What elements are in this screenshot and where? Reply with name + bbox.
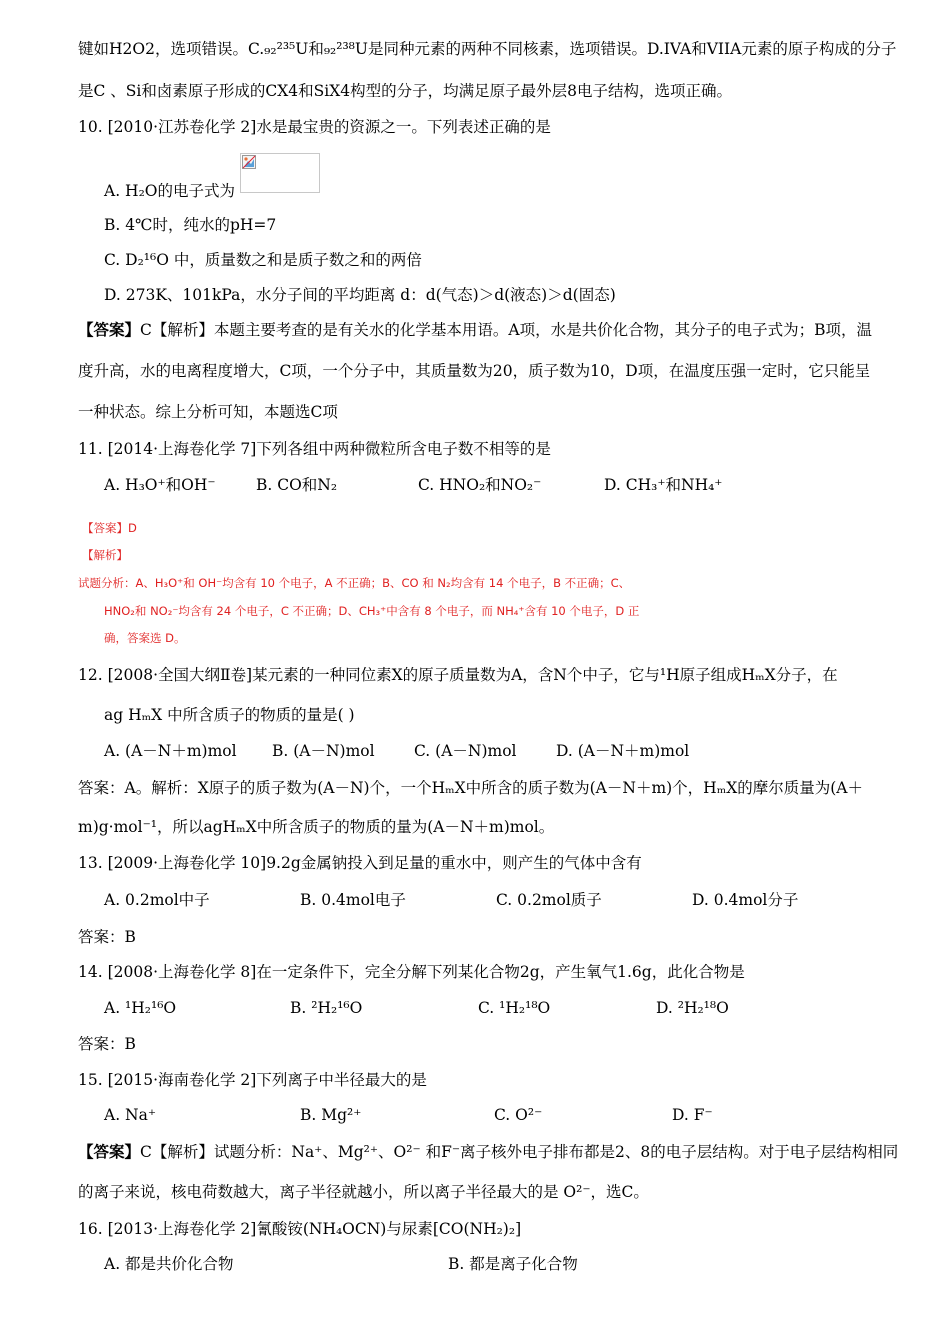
- question-13-option-c: C. 0.2mol质子: [496, 891, 602, 909]
- question-12-stem: 12. [2008·全国大纲Ⅱ卷]某元素的一种同位素X的原子质量数为A，含N个中子，它与¹H原子组成HₘX分子，在: [78, 666, 838, 684]
- question-16-stem: 16. [2013·上海卷化学 2]氰酸铵(NH₄OCN)与尿素[CO(NH₂)₂]: [78, 1220, 522, 1238]
- answer-text: C【解析】试题分析：Na⁺、Mg²⁺、O²⁻ 和F⁻离子核外电子排布都是2、8的电子层结构。对于电子层结构相同: [140, 1143, 899, 1161]
- question-12-option-c: C. (A－N)mol: [414, 742, 517, 760]
- question-15-option-b: B. Mg²⁺: [300, 1106, 362, 1124]
- question-16-option-a: A. 都是共价化合物: [104, 1255, 234, 1273]
- question-14-option-c: C. ¹H₂¹⁸O: [478, 999, 551, 1017]
- question-10-answer: [78, 319, 872, 341]
- question-12-option-a: A. (A－N＋m)mol: [104, 742, 237, 760]
- question-10-answer-line-2: 度升高，水的电离程度增大，C项，一个分子中，其质量数为20，质子数为10，D项，在温度压强一定时，它只能呈: [78, 362, 871, 380]
- question-14-answer: 答案：B: [78, 1035, 136, 1053]
- question-10-option-b: B. 4℃时，纯水的pH=7: [104, 216, 277, 234]
- question-14-stem: 14. [2008·上海卷化学 8]在一定条件下，完全分解下列某化合物2g，产生氧气1.6g，此化合物是: [78, 963, 745, 981]
- question-12-option-d: D. (A－N＋m)mol: [556, 742, 690, 760]
- question-11-option-b: B. CO和N₂: [256, 476, 338, 494]
- intro-line-2: 是C 、Si和卤素原子形成的CX4和SiX4构型的分子，均满足原子最外层8电子结构，选项正确。: [78, 82, 732, 100]
- question-13-option-b: B. 0.4mol电子: [300, 891, 406, 909]
- question-14-option-b: B. ²H₂¹⁶O: [290, 999, 363, 1017]
- question-13-option-a: A. 0.2mol中子: [104, 891, 210, 909]
- answer-label: 【答案】: [78, 1142, 141, 1161]
- broken-image-placeholder: [240, 153, 320, 193]
- question-15-option-d: D. F⁻: [672, 1106, 713, 1124]
- question-15-stem: 15. [2015·海南卷化学 2]下列离子中半径最大的是: [78, 1071, 427, 1089]
- question-12-answer-line-2: m)g·mol⁻¹，所以agHₘX中所含质子的物质的量为(A－N＋m)mol。: [78, 818, 555, 836]
- question-13-answer: 答案：B: [78, 928, 136, 946]
- question-12-option-b: B. (A－N)mol: [272, 742, 375, 760]
- answer-label: 【答案】: [78, 320, 141, 339]
- question-12-answer-line-1: 答案：A。解析：X原子的质子数为(A－N)个，一个HₘX中所含的质子数为(A－N＋m)个，HₘX的摩尔质量为(A＋: [78, 779, 863, 797]
- question-11-option-c: C. HNO₂和NO₂⁻: [418, 476, 542, 494]
- question-15-option-a: A. Na⁺: [104, 1106, 157, 1124]
- question-13-option-d: D. 0.4mol分子: [692, 891, 799, 909]
- question-11-option-d: D. CH₃⁺和NH₄⁺: [604, 476, 723, 494]
- question-10-option-d: D. 273K、101kPa，水分子间的平均距离 d：d(气态)＞d(液态)＞d(固态): [104, 286, 616, 304]
- question-15-answer-line-2: 的离子来说，核电荷数越大，离子半径就越小，所以离子半径最大的是 O²⁻，选C。: [78, 1183, 649, 1201]
- question-15-answer: [78, 1141, 898, 1163]
- broken-image-icon: [242, 155, 256, 169]
- question-14-option-d: D. ²H₂¹⁸O: [656, 999, 729, 1017]
- question-10-answer-line-3: 一种状态。综上分析可知，本题选C项: [78, 403, 338, 421]
- question-10-option-a: A. H₂O的电子式为: [104, 182, 235, 200]
- question-11-red-line-2: HNO₂和 NO₂⁻均含有 24 个电子，C 不正确；D、CH₃⁺中含有 8 个电子，而 NH₄⁺含有 10 个电子，D 正: [104, 604, 640, 618]
- question-11-red-line-1: 试题分析：A、H₃O⁺和 OH⁻均含有 10 个电子，A 不正确；B、CO 和 N₂均含有 14 个电子，B 不正确；C、: [78, 576, 631, 590]
- question-16-option-b: B. 都是离子化合物: [448, 1255, 578, 1273]
- question-11-red-line-3: 确，答案选 D。: [104, 631, 186, 645]
- question-10-option-c: C. D₂¹⁶O 中，质量数之和是质子数之和的两倍: [104, 251, 422, 269]
- question-14-option-a: A. ¹H₂¹⁶O: [104, 999, 177, 1017]
- question-13-stem: 13. [2009·上海卷化学 10]9.2g金属钠投入到足量的重水中，则产生的气体中含有: [78, 854, 642, 872]
- question-11-stem: 11. [2014·上海卷化学 7]下列各组中两种微粒所含电子数不相等的是: [78, 440, 551, 458]
- intro-line-1: 键如H2O2，选项错误。C.₉₂²³⁵U和₉₂²³⁸U是同种元素的两种不同核素，选项错误。D.IVA和VIIA元素的原子构成的分子: [78, 40, 897, 58]
- question-11-red-analysis-label: 【解析】: [82, 548, 128, 562]
- answer-text: C【解析】本题主要考查的是有关水的化学基本用语。A项，水是共价化合物，其分子的电子式为；B项，温: [140, 321, 872, 339]
- question-10-stem: 10. [2010·江苏卷化学 2]水是最宝贵的资源之一。下列表述正确的是: [78, 118, 551, 136]
- question-11-option-a: A. H₃O⁺和OH⁻: [104, 476, 216, 494]
- question-12-stem-2: ag HₘX 中所含质子的物质的量是( ): [104, 706, 355, 724]
- question-15-option-c: C. O²⁻: [494, 1106, 543, 1124]
- question-11-red-answer: 【答案】D: [82, 521, 137, 535]
